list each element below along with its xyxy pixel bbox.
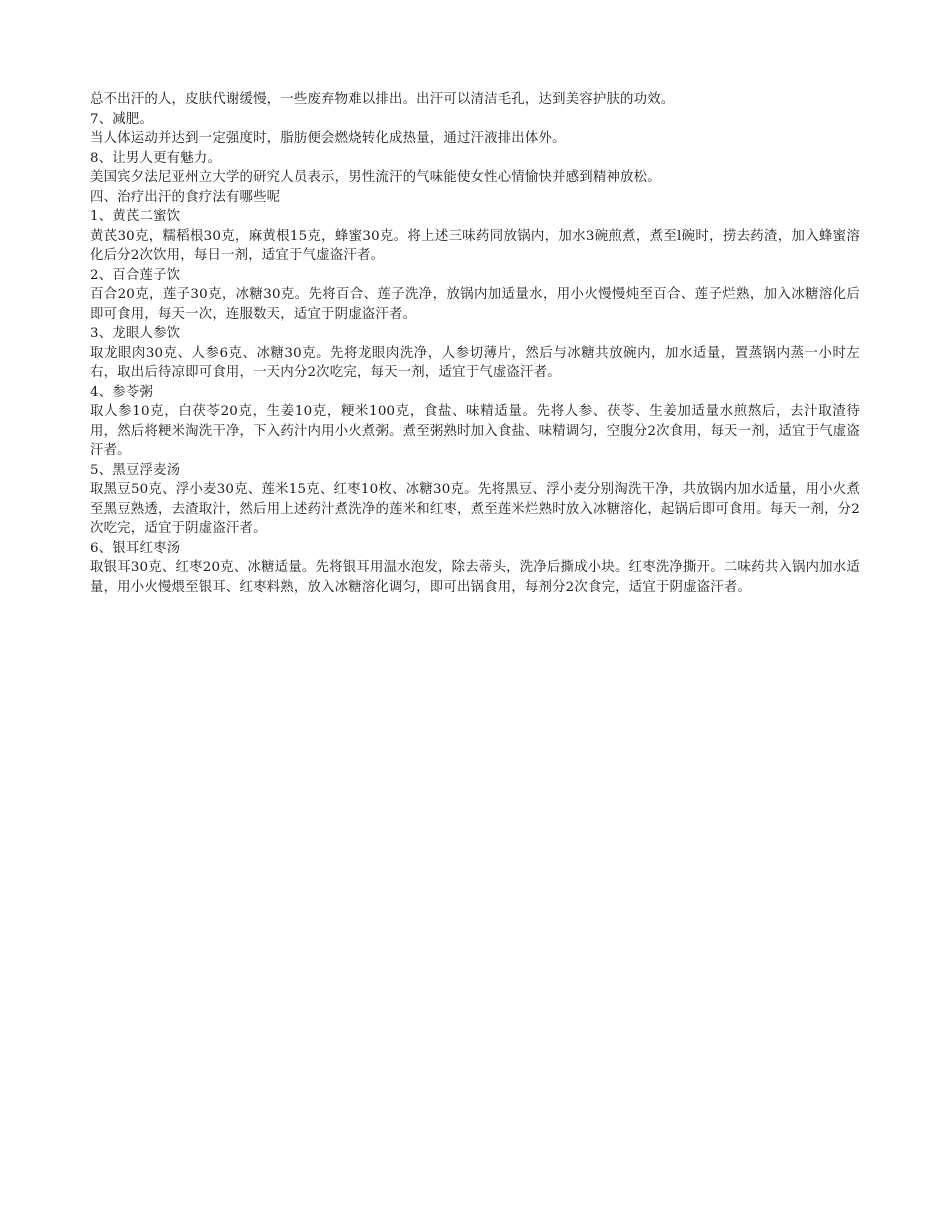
recipe-title-1: 1、黄芪二蜜饮 (90, 209, 181, 224)
recipe-title-5: 5、黑豆浮麦汤 (90, 462, 181, 478)
document-body (90, 90, 860, 597)
heading-weight-loss: 7、减肥。 (90, 111, 154, 127)
paragraph-skin-benefit: 总不出汗的人，皮肤代谢缓慢，一些废弃物难以排出。出汗可以清洁毛孔，达到美容护肤的功效。 (90, 92, 675, 107)
recipe-title-6: 6、银耳红枣汤 (90, 540, 181, 556)
recipe-body-5: 取黑豆50克、浮小麦30克、莲米15克、红枣10枚、冰糖30克。先将黑豆、浮小麦分别淘洗干净，共放锅内加水适量，用小火煮至黑豆熟透，去渣取汁，然后用上述药汁煮洗净的莲米和红枣，煮至莲米烂熟时放入冰糖溶化，起锅后即可食用。每天一剂，分2次吃完，适宜于阴虚盗汗者。 (90, 482, 860, 536)
recipe-title-4: 4、参苓粥 (90, 384, 154, 400)
heading-charm: 8、让男人更有魅力。 (90, 150, 222, 166)
paragraph-charm: 美国宾夕法尼亚州立大学的研究人员表示，男性流汗的气味能使女性心情愉快并感到精神放松。 (90, 170, 661, 185)
section-heading-diet-therapy: 四、治疗出汗的食疗法有哪些呢 (90, 189, 281, 205)
recipe-body-2: 百合20克，莲子30克，冰糖30克。先将百合、莲子洗净，放锅内加适量水，用小火慢慢炖至百合、莲子烂熟，加入冰糖溶化后即可食用，每天一次，连服数天，适宜于阴虚盗汗者。 (90, 287, 860, 322)
recipe-title-2: 2、百合莲子饮 (90, 267, 181, 283)
recipe-body-4: 取人参10克，白茯苓20克，生姜10克，粳米100克，食盐、味精适量。先将人参、茯苓、生姜加适量水煎熬后，去汁取渣待用，然后将粳米淘洗干净，下入药汁内用小火煮粥。煮至粥熟时加入食盐、味精调匀，空腹分2次食用，每天一剂，适宜于气虚盗汗者。 (90, 404, 860, 458)
paragraph-weight-loss: 当人体运动并达到一定强度时，脂肪便会燃烧转化成热量，通过汗液排出体外。 (90, 131, 566, 146)
recipe-body-3: 取龙眼肉30克、人参6克、冰糖30克。先将龙眼肉洗净，人参切薄片，然后与冰糖共放碗内，加水适量，置蒸锅内蒸一小时左右，取出后待凉即可食用，一天内分2次吃完，每天一剂，适宜于气虚盗汗者。 (90, 345, 860, 380)
recipe-title-3: 3、龙眼人参饮 (90, 326, 181, 341)
recipe-body-1: 黄芪30克，糯稻根30克，麻黄根15克，蜂蜜30克。将上述三味药同放锅内，加水3碗煎煮，煮至l碗时，捞去药渣，加入蜂蜜溶化后分2次饮用，每日一剂，适宜于气虚盗汗者。 (90, 228, 860, 263)
recipe-body-6: 取银耳30克、红枣20克、冰糖适量。先将银耳用温水泡发，除去蒂头，洗净后撕成小块。红枣洗净撕开。二味药共入锅内加水适量，用小火慢煨至银耳、红枣料熟，放入冰糖溶化调匀，即可出锅食用，每剂分2次食完，适宜于阴虚盗汗者。 (90, 560, 860, 595)
